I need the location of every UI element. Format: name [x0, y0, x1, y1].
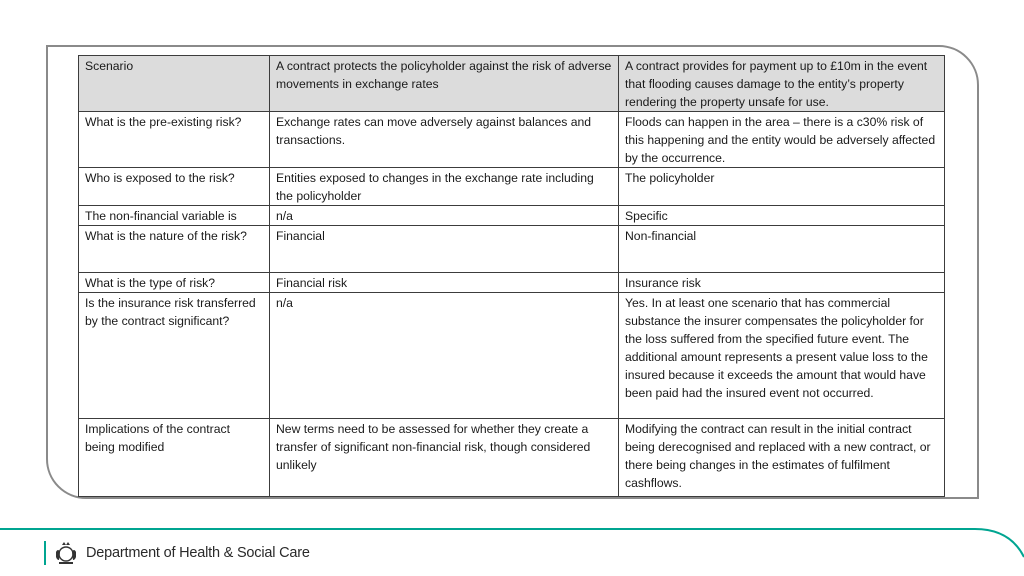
table-cell: New terms need to be assessed for whether they create a transfer of significant non-financial risk, though considered unlikely [270, 419, 619, 497]
table-row-significance [79, 293, 945, 419]
table-cell: Entities exposed to changes in the exchange rate including the policyholder [270, 168, 619, 206]
table-row-modification [79, 419, 945, 497]
table-cell: Who is exposed to the risk? [79, 168, 270, 206]
table-cell: Yes. In at least one scenario that has commercial substance the insurer compensates the policyholder for the loss suffered from the specified future event. The additional amount represents a present value loss to the insured because it exceeds the amount that would have been paid had the insured event not occurred. [619, 293, 945, 419]
table-cell: n/a [270, 293, 619, 419]
table-cell: The non-financial variable is [79, 206, 270, 226]
table-row-type-of-risk [79, 273, 945, 293]
table-cell: Financial risk [270, 273, 619, 293]
table-cell: The policyholder [619, 168, 945, 206]
table-cell: Modifying the contract can result in the initial contract being derecognised and replaced with a new contract, or there being changes in the estimates of fulfilment cashflows. [619, 419, 945, 497]
royal-crest-icon [53, 540, 79, 566]
table-cell: Scenario [79, 56, 270, 112]
footer [44, 540, 310, 566]
table-cell: Non-financial [619, 226, 945, 273]
table-cell: What is the pre-existing risk? [79, 112, 270, 168]
department-name: Department of Health & Social Care [86, 545, 310, 561]
table-cell: Insurance risk [619, 273, 945, 293]
table-row-nature-of-risk [79, 226, 945, 273]
table-row-non-financial-variable [79, 206, 945, 226]
table-cell: What is the nature of the risk? [79, 226, 270, 273]
table-row-pre-existing-risk [79, 112, 945, 168]
table-cell: A contract provides for payment up to £10m in the event that flooding causes damage to the entity’s property rendering the property unsafe for use. [619, 56, 945, 112]
table-cell: Implications of the contract being modified [79, 419, 270, 497]
table-cell: Floods can happen in the area – there is a c30% risk of this happening and the entity would be adversely affected by the occurrence. [619, 112, 945, 168]
table-cell: Financial [270, 226, 619, 273]
table-cell: Specific [619, 206, 945, 226]
risk-comparison-table [78, 55, 945, 497]
table-cell: n/a [270, 206, 619, 226]
table-cell: Exchange rates can move adversely against balances and transactions. [270, 112, 619, 168]
table-row-exposed [79, 168, 945, 206]
table-cell: A contract protects the policyholder against the risk of adverse movements in exchange rates [270, 56, 619, 112]
table-row-scenario [79, 56, 945, 112]
footer-accent-bar [44, 541, 46, 565]
table-cell: What is the type of risk? [79, 273, 270, 293]
table-cell: Is the insurance risk transferred by the contract significant? [79, 293, 270, 419]
